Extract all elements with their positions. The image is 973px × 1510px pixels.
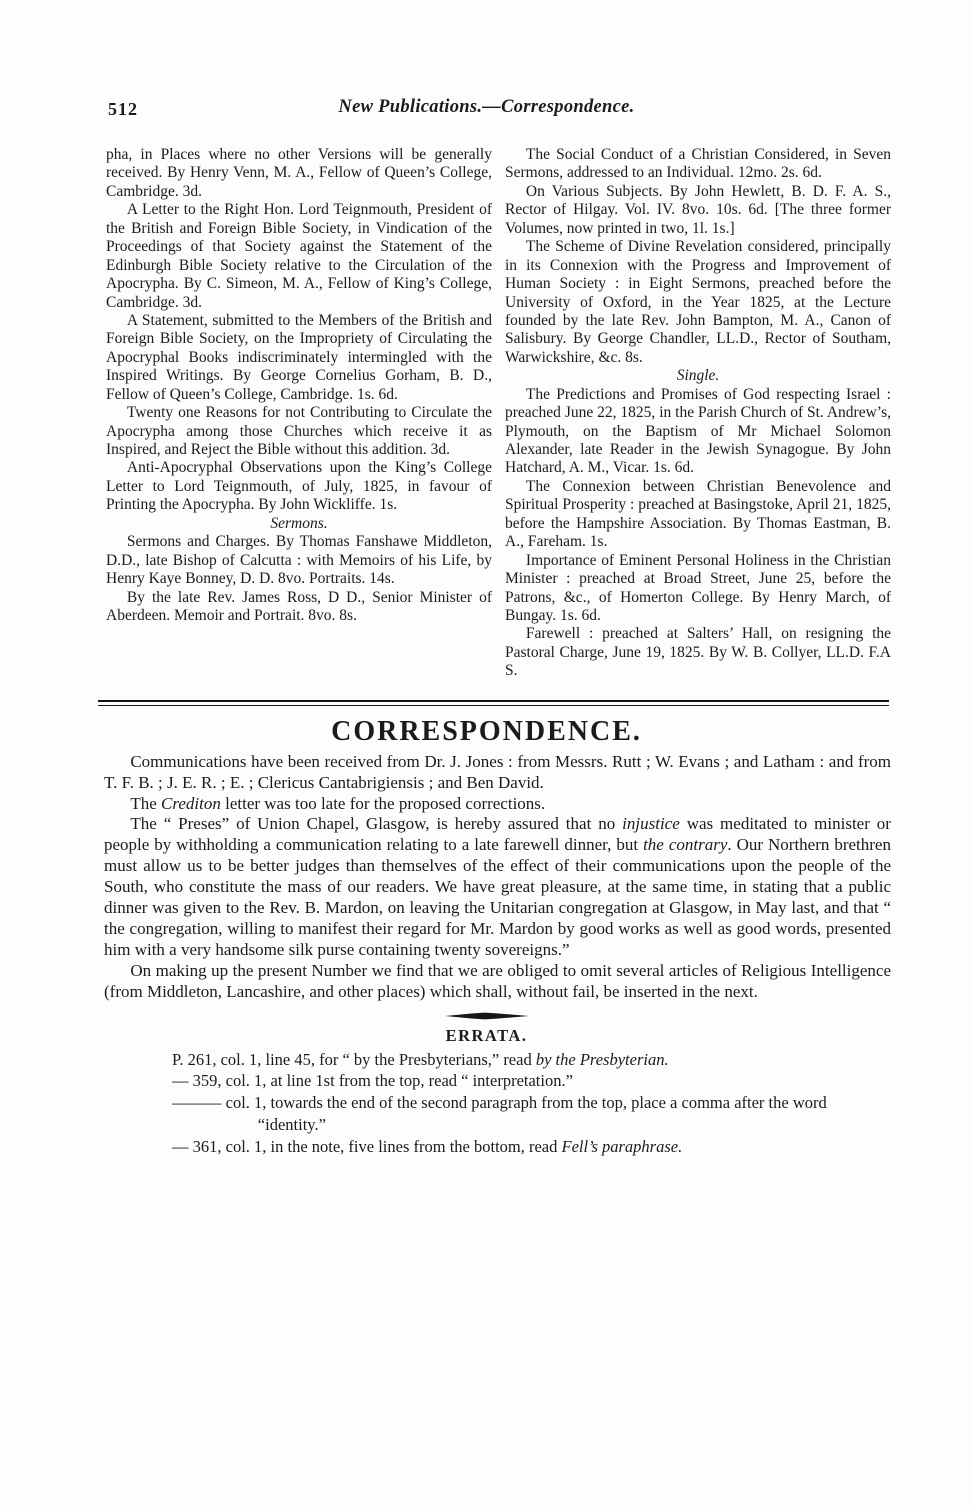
book-entry: By the late Rev. James Ross, D D., Senior Minister of Aberdeen. Memoir and Portrait. 8vo. 8s. bbox=[106, 588, 492, 624]
text-segment: The bbox=[130, 793, 162, 813]
book-entry: Sermons and Charges. By Thomas Fanshawe Middleton, D.D., late Bishop of Calcutta : with Memoirs of his Life, by Henry Kaye Bonney, D. D. 8vo. Portraits. 14s. bbox=[106, 533, 492, 588]
two-column-layout bbox=[106, 146, 891, 681]
page-header bbox=[0, 97, 973, 123]
italic-segment: the contrary bbox=[643, 835, 728, 855]
text-segment: The “ Preses” of Union Chapel, Glasgow, is hereby assured that no bbox=[130, 814, 623, 834]
text-segment: letter was too late for the proposed corrections. bbox=[220, 793, 546, 813]
correspondence-paragraph: Communications have been received from Dr. J. Jones : from Messrs. Rutt ; W. Evans ; and Latham : and from T. F. B. ; J. E. R. ; E. ; Clericus Cantabrigiensis ; and Ben David. bbox=[104, 751, 891, 792]
ornament-wrap bbox=[0, 1012, 973, 1020]
errata-item bbox=[172, 1136, 878, 1158]
correspondence-heading: CORRESPONDENCE. bbox=[331, 715, 642, 747]
book-entry: Anti-Apocryphal Observations upon the King’s College Letter to Lord Teignmouth, of July, 1825, in favour of Printing the Apocrypha. By John Wickliffe. 1s. bbox=[106, 459, 492, 514]
book-entry: The Connexion between Christian Benevolence and Spiritual Prosperity : preached at Basingstoke, April 21, 1825, before the Hampshire Association. By Thomas Eastman, B. A., Fareham. 1s. bbox=[505, 477, 891, 551]
correspondence-paragraph bbox=[104, 814, 891, 960]
errata-heading: ERRATA. bbox=[445, 1025, 528, 1045]
page-number: 512 bbox=[108, 99, 138, 119]
errata-list bbox=[172, 1049, 878, 1158]
text-segment: was meditated to minister or people by withholding a communication relating to a late farewell dinner, but bbox=[104, 814, 891, 855]
double-rule-divider bbox=[98, 700, 889, 706]
correspondence-paragraph bbox=[104, 794, 891, 815]
sermons-subheading: Sermons. bbox=[270, 514, 328, 532]
left-column bbox=[106, 146, 492, 681]
errata-item bbox=[172, 1049, 878, 1071]
book-entry: The Predictions and Promises of God respecting Israel : preached June 22, 1825, in the Parish Church of St. Andrew’s, Plymouth, on the Baptism of Mr Michael Solomon Alexander, late Reader in the Jewish Synagogue. By John Hatchard, A. M., Vicar. 1s. 6d. bbox=[505, 385, 891, 477]
italic-segment: Fell’s paraphrase. bbox=[561, 1136, 683, 1156]
text-segment: — 361, col. 1, in the note, five lines from the bottom, read bbox=[172, 1136, 562, 1156]
italic-segment: by the Presbyterian. bbox=[535, 1049, 669, 1069]
book-entry: pha, in Places where no other Versions will be generally received. By Henry Venn, M. A., Fellow of Queen’s College, Cambridge. 3d. bbox=[106, 146, 492, 200]
single-subheading: Single. bbox=[676, 367, 720, 385]
text-segment: . Our Northern brethren must allow us to be better judges than themselves of the effect of their communications upon the people of the South, who constitute the mass of our readers. We have great pleasure, at the same time, in stating that a public dinner was given to the Rev. B. Mardon, on leaving the Unitarian congregation at Glasgow, in May last, and that “ the congregation, willing to manifest their regard for Mr. Mardon by good works as well as good words, presented him with a very handsome silk purse containing twenty sovereigns.” bbox=[104, 835, 891, 959]
book-entry: The Scheme of Divine Revelation considered, principally in its Connexion with the Progress and Improvement of Human Society : in Eight Sermons, preached before the University of Oxford, in the Year 1825, at the Lecture founded by the late Rev. John Bampton, M. A., Canon of Salisbury. By George Chandler, LL.D., Rector of Southam, Warwickshire, &c. 8s. bbox=[505, 238, 891, 366]
book-entry: On Various Subjects. By John Hewlett, B. D. F. A. S., Rector of Hilgay. Vol. IV. 8vo. 10s. 6d. [The three former Volumes, now printed in two, 1l. 1s.] bbox=[505, 182, 891, 237]
book-entry: Farewell : preached at Salters’ Hall, on resigning the Pastoral Charge, June 19, 1825. By W. B. Collyer, LL.D. F.A S. bbox=[505, 625, 891, 680]
correspondence-section bbox=[104, 752, 891, 1003]
swelled-rule-icon bbox=[445, 1012, 529, 1020]
running-title: New Publications.—Correspondence. bbox=[338, 97, 635, 117]
book-entry: Twenty one Reasons for not Contributing to Circulate the Apocrypha among those Churches which receive it as Inspired, and Reject the Bible without this addition. 3d. bbox=[106, 404, 492, 458]
errata-item: ——— col. 1, towards the end of the second paragraph from the top, place a comma after the word “identity.” bbox=[172, 1093, 827, 1134]
right-column bbox=[505, 146, 891, 681]
text-segment: P. 261, col. 1, line 45, for “ by the Presbyterians,” read bbox=[172, 1049, 536, 1069]
italic-segment: injustice bbox=[622, 814, 680, 834]
book-entry: Importance of Eminent Personal Holiness in the Christian Minister : preached at Broad Street, June 25, before the Patrons, &c., of Homerton College. By Henry March, of Bungay. 1s. 6d. bbox=[505, 551, 891, 624]
book-entry: A Statement, submitted to the Members of the British and Foreign Bible Society, on the Impropriety of Circulating the Apocryphal Books indiscriminately intermingled with the Inspired Writings. By George Cornelius Gorham, B. D., Fellow of Queen’s College, Cambridge. 1s. 6d. bbox=[106, 311, 492, 403]
errata-item: — 359, col. 1, at line 1st from the top, read “ interpretation.” bbox=[172, 1071, 573, 1091]
book-entry: The Social Conduct of a Christian Considered, in Seven Sermons, addressed to an Individual. 12mo. 2s. 6d. bbox=[505, 146, 891, 182]
correspondence-paragraph: On making up the present Number we find that we are obliged to omit several articles of Religious Intelligence (from Middleton, Lancashire, and other places) which shall, without fail, be inserted in the next. bbox=[104, 960, 891, 1001]
book-entry: A Letter to the Right Hon. Lord Teignmouth, President of the British and Foreign Bible Society, in Vindication of the Proceedings of that Society against the Statement of the Edinburgh Bible Society relative to the Circulation of the Apocrypha. By C. Simeon, M. A., Fellow of King’s College, Cambridge. 3d. bbox=[106, 201, 492, 311]
italic-segment: Crediton bbox=[161, 793, 221, 813]
